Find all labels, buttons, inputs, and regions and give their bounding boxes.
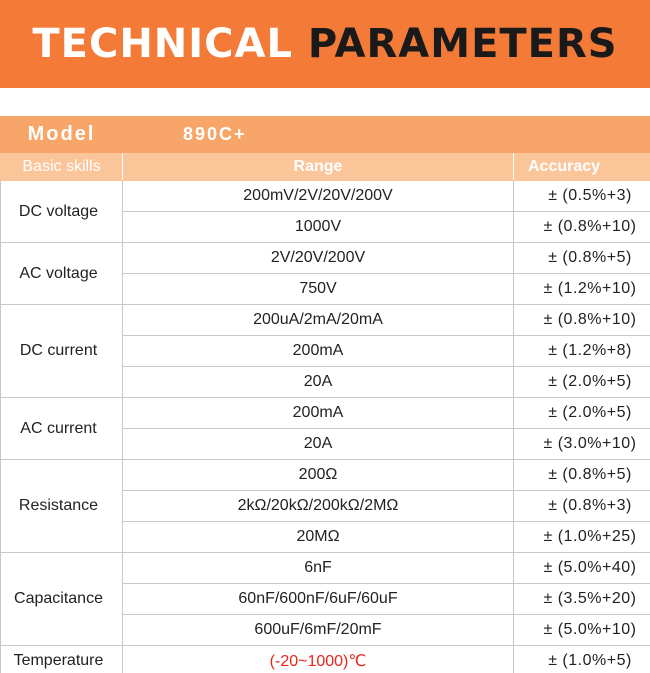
column-header-skill: Basic skills [1,153,123,181]
range-cell: 200mA [123,336,514,367]
accuracy-cell: ± (0.5%+3) [514,181,650,212]
range-cell: 200uA/2mA/20mA [123,305,514,336]
range-cell: 2kΩ/20kΩ/200kΩ/2MΩ [123,491,514,522]
model-label: Model [1,117,123,153]
accuracy-cell: ± (0.8%+5) [514,460,650,491]
accuracy-cell: ± (2.0%+5) [514,398,650,429]
table-row [1,646,650,673]
table-row [1,553,650,584]
range-cell: 60nF/600nF/6uF/60uF [123,584,514,615]
skill-cell: DC voltage [1,181,123,243]
table-row [1,305,650,336]
range-cell: 2V/20V/200V [123,243,514,274]
accuracy-cell: ± (5.0%+40) [514,553,650,584]
skill-cell: Capacitance [1,553,123,646]
range-cell: (-20~1000)℃ [123,646,514,673]
range-cell: 6nF [123,553,514,584]
accuracy-cell: ± (1.0%+25) [514,522,650,553]
table-row [1,181,650,212]
accuracy-cell: ± (0.8%+3) [514,491,650,522]
accuracy-cell: ± (1.0%+5) [514,646,650,673]
model-row [1,117,650,153]
header-banner [0,0,650,88]
skill-cell: DC current [1,305,123,398]
table-row [1,460,650,491]
skill-cell: AC current [1,398,123,460]
page-title [32,21,618,67]
accuracy-cell: ± (2.0%+5) [514,367,650,398]
column-header-range: Range [123,153,514,181]
column-header-row [1,153,650,181]
range-cell: 750V [123,274,514,305]
title-part-technical: TECHNICAL [32,21,293,67]
table-row [1,243,650,274]
skill-cell: Temperature [1,646,123,673]
model-value: 890C+ [123,117,650,153]
spec-table [0,116,650,673]
range-cell: 200mV/2V/20V/200V [123,181,514,212]
column-header-accuracy: Accuracy [514,153,650,181]
range-cell: 20A [123,367,514,398]
skill-cell: Resistance [1,460,123,553]
accuracy-cell: ± (3.5%+20) [514,584,650,615]
accuracy-cell: ± (0.8%+10) [514,212,650,243]
range-cell: 20A [123,429,514,460]
accuracy-cell: ± (3.0%+10) [514,429,650,460]
range-cell: 200mA [123,398,514,429]
range-cell: 20MΩ [123,522,514,553]
range-cell: 200Ω [123,460,514,491]
table-row [1,398,650,429]
accuracy-cell: ± (1.2%+10) [514,274,650,305]
title-part-parameters: PARAMETERS [307,21,618,67]
range-cell: 1000V [123,212,514,243]
accuracy-cell: ± (5.0%+10) [514,615,650,646]
accuracy-cell: ± (0.8%+10) [514,305,650,336]
skill-cell: AC voltage [1,243,123,305]
range-cell: 600uF/6mF/20mF [123,615,514,646]
spec-table-body [1,181,650,673]
accuracy-cell: ± (0.8%+5) [514,243,650,274]
accuracy-cell: ± (1.2%+8) [514,336,650,367]
